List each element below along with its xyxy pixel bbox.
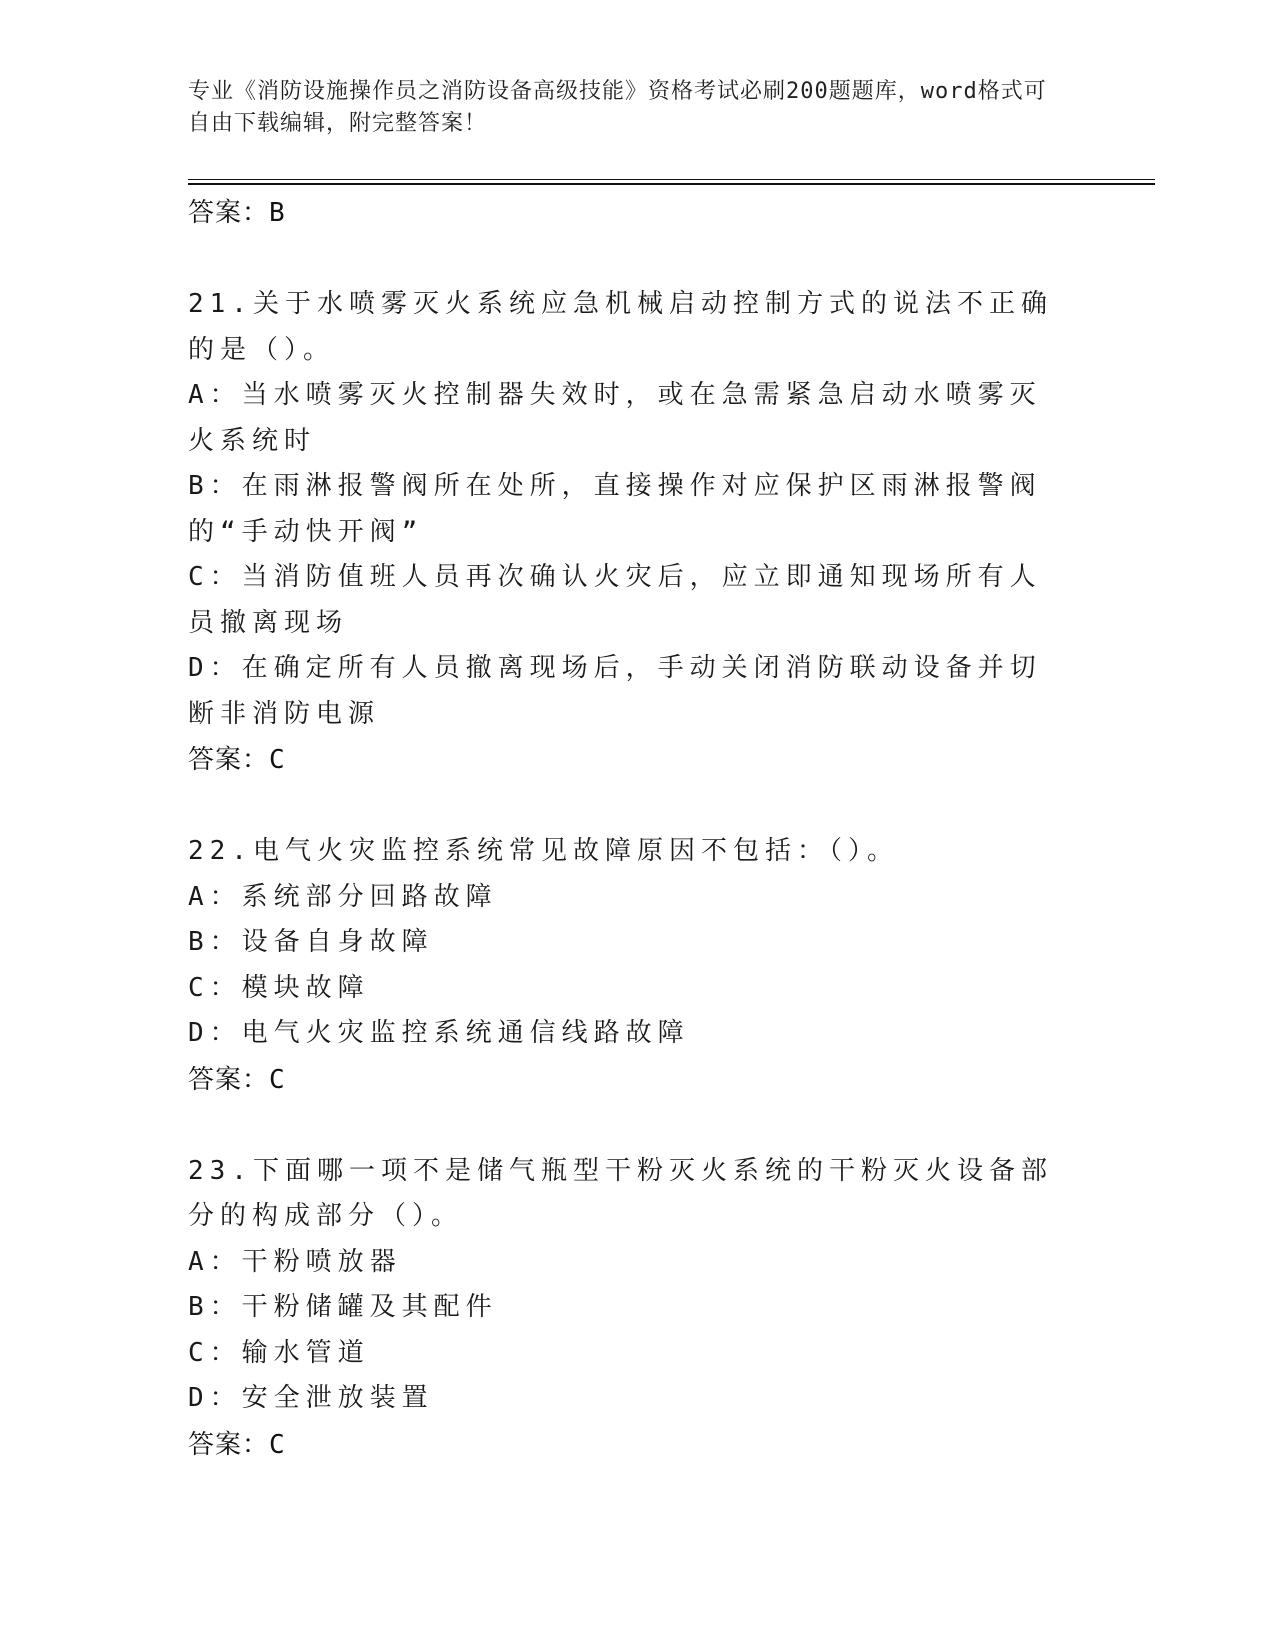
question-21 [188,282,1068,783]
option-c: C：输水管道 [188,1337,370,1368]
option-c: C：模块故障 [188,972,370,1003]
option-b: B：干粉储罐及其配件 [188,1292,498,1322]
option-d: D：安全泄放装置 [188,1383,434,1413]
question-text: 21.关于水喷雾灭火系统应急机械启动控制方式的说法不正确的是（）。 [188,289,1053,365]
option-d: D：在确定所有人员撤离现场后，手动关闭消防联动设备并切断非消防电源 [188,653,1042,729]
option-a: A：系统部分回路故障 [188,881,498,912]
option-a: A：干粉喷放器 [188,1246,402,1277]
question-23 [188,1149,1068,1468]
answer-line: 答案：C [188,745,286,775]
option-b: B：在雨淋报警阀所在处所，直接操作对应保护区雨淋报警阀的“手动快开阀” [188,471,1042,547]
header-divider-thin [188,179,1155,180]
answer-line: 答案：B [188,198,286,228]
question-22 [188,829,1068,1103]
question-text: 23.下面哪一项不是储气瓶型干粉灭火系统的干粉灭火设备部分的构成部分（）。 [188,1155,1053,1231]
answer-line: 答案：C [188,1429,286,1460]
option-d: D：电气火灾监控系统通信线路故障 [188,1018,690,1048]
option-a: A：当水喷雾灭火控制器失效时，或在急需紧急启动水喷雾灭火系统时 [188,380,1042,456]
question-text: 22.电气火灾监控系统常见故障原因不包括：（）。 [188,836,899,866]
answer-line: 答案：C [188,1064,286,1095]
option-b: B：设备自身故障 [188,927,434,957]
option-c: C：当消防值班人员再次确认火灾后，应立即通知现场所有人员撤离现场 [188,562,1042,638]
header-divider-thick [188,183,1155,185]
page-header: 专业《消防设施操作员之消防设备高级技能》资格考试必刷200题题库，word格式可自由下载编辑，附完整答案！ [188,79,1047,136]
question-list [188,190,1068,1468]
